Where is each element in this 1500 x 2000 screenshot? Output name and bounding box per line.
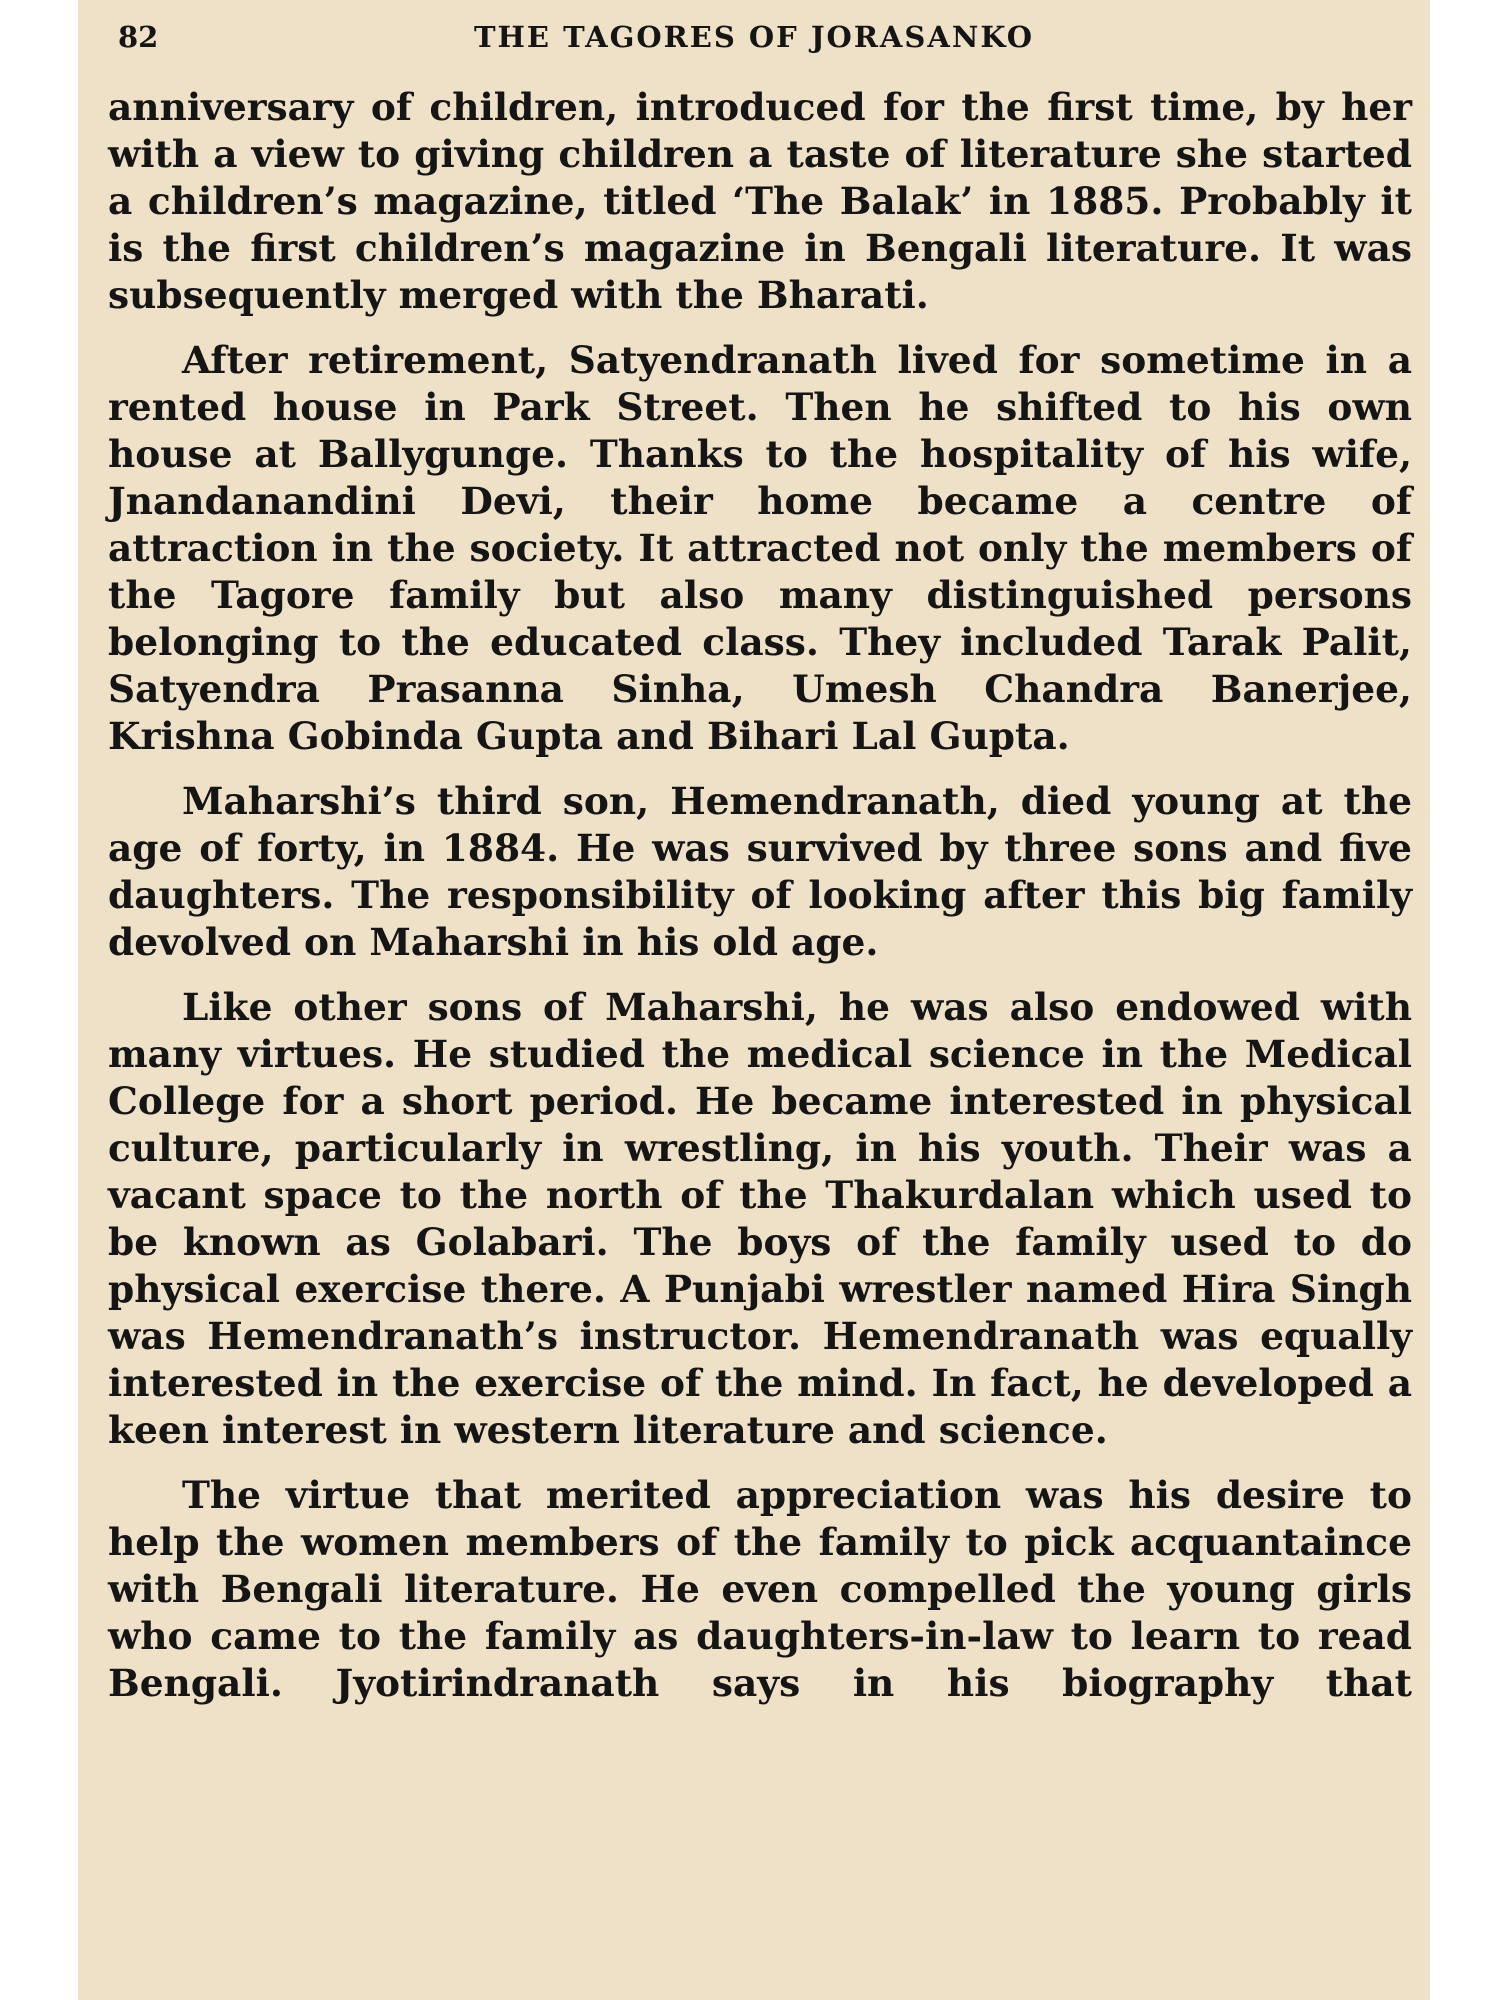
- page-header: [78, 18, 1430, 58]
- paragraph-continuation: anniversary of children, introduced for the first time, by her with a view to giving children a taste of literature she started a children’s magazine, titled ‘The Balak’ in 1885. Probably it is the first children’s magazine in Bengali literature. It was subsequently merged with the Bharati.: [108, 85, 1412, 317]
- book-page: [78, 0, 1430, 2000]
- paragraph-women-literacy: The virtue that merited appreciation was his desire to help the women members of the family to pick acquantaince with Bengali literature. He even compelled the young girls who came to the family as daughters-in-law to learn to read Bengali. Jyotirindranath says in his biography that: [108, 1473, 1412, 1705]
- running-title: THE TAGORES OF JORASANKO: [473, 20, 1035, 54]
- page-number: 82: [118, 20, 159, 54]
- paragraph-hemendranath-virtues: Like other sons of Maharshi, he was also endowed with many virtues. He studied the medical science in the Medical College for a short period. He became interested in physical culture, particularly in wrestling, in his youth. Their was a vacant space to the north of the Thakurdalan which used to be known as Golabari. The boys of the family used to do physical exercise there. A Punjabi wrestler named Hira Singh was Hemendranath’s instructor. Hemendranath was equally interested in the exercise of the mind. In fact, he developed a keen interest in western literature and science.: [108, 985, 1412, 1452]
- body-text: [108, 84, 1412, 1707]
- paragraph-hemendranath-death: Maharshi’s third son, Hemendranath, died young at the age of forty, in 1884. He was survived by three sons and five daughters. The responsibility of looking after this big family devolved on Maharshi in his old age.: [108, 779, 1412, 964]
- paragraph-satyendranath: After retirement, Satyendranath lived for sometime in a rented house in Park Street. Then he shifted to his own house at Ballygunge. Thanks to the hospitality of his wife, Jnandanandini Devi, their home became a centre of attraction in the society. It attracted not only the members of the Tagore family but also many distinguished persons belonging to the educated class. They included Tarak Palit, Satyendra Prasanna Sinha, Umesh Chandra Banerjee, Krishna Gobinda Gupta and Bihari Lal Gupta.: [108, 338, 1412, 758]
